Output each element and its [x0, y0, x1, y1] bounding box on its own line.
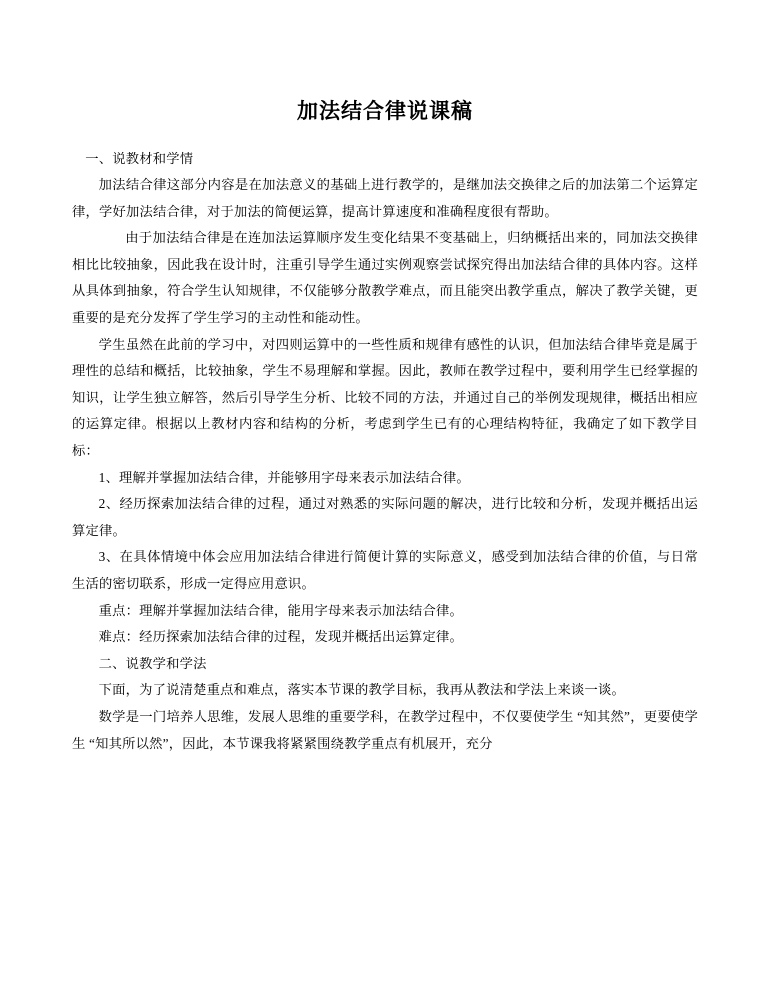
paragraph-section-1-heading: 一、说教材和学情 — [85, 150, 194, 166]
paragraph-difficult-point: 难点：经历探索加法结合律的过程，发现并概括出运算定律。 — [98, 629, 464, 645]
paragraph-math-thinking: 数学是一门培养人思维，发展人思维的重要学科，在教学过程中，不仅要使学生 “知其然”，更要使学生 “知其所以然”，因此，本节课我将紧紧围绕教学重点有机展开，充分 — [72, 708, 698, 751]
paragraph-abstract-design: 由于加法结合律是在连加法运算顺序发生变化结果不变基础上，归纳概括出来的，同加法交换律相比比较抽象，因此我在设计时，注重引导学生通过实例观察尝试探究得出加法结合律的具体内容。这样从具体到抽象，符合学生认知规律，不仅能够分散教学难点，而且能突出教学重点，解决了教学关键，更重要的是充分发挥了学生学习的主动性和能动性。 — [72, 230, 698, 326]
paragraph-student-situation: 学生虽然在此前的学习中，对四则运算中的一些性质和规律有感性的认识，但加法结合律毕竟是属于理性的总结和概括，比较抽象，学生不易理解和掌握。因此，教师在教学过程中，要利用学生已经掌握的知识，让学生独立解答，然后引导学生分析、比较不同的方法，并通过自己的举例发现规律，概括出相应的运算定律。根据以上教材内容和结构的分析，考虑到学生已有的心理结构特征，我确定了如下教学目标： — [72, 336, 698, 459]
paragraph-methods-intro: 下面，为了说清楚重点和难点，落实本节课的教学目标，我再从教法和学法上来谈一谈。 — [98, 682, 625, 698]
paragraph-goal-2: 2、经历探索加法结合律的过程，通过对熟悉的实际问题的解决，进行比较和分析，发现并概括出运算定律。 — [72, 496, 698, 538]
paragraph-section-2-heading: 二、说教学和学法 — [98, 655, 207, 671]
paragraph-textbook-intro: 加法结合律这部分内容是在加法意义的基础上进行教学的，是继加法交换律之后的加法第二个运算定律，学好加法结合律，对于加法的简便运算，提高计算速度和准确程度很有帮助。 — [72, 177, 698, 219]
paragraph-key-point: 重点：理解并掌握加法结合律，能用字母来表示加法结合律。 — [98, 602, 464, 618]
page-title: 加法结合律说课稿 — [297, 99, 473, 123]
paragraph-goal-3: 3、在具体情境中体会应用加法结合律进行简便计算的实际意义，感受到加法结合律的价值，与日常生活的密切联系，形成一定得应用意识。 — [72, 549, 698, 591]
paragraph-goal-1: 1、理解并掌握加法结合律，并能够用字母来表示加法结合律。 — [98, 469, 470, 485]
